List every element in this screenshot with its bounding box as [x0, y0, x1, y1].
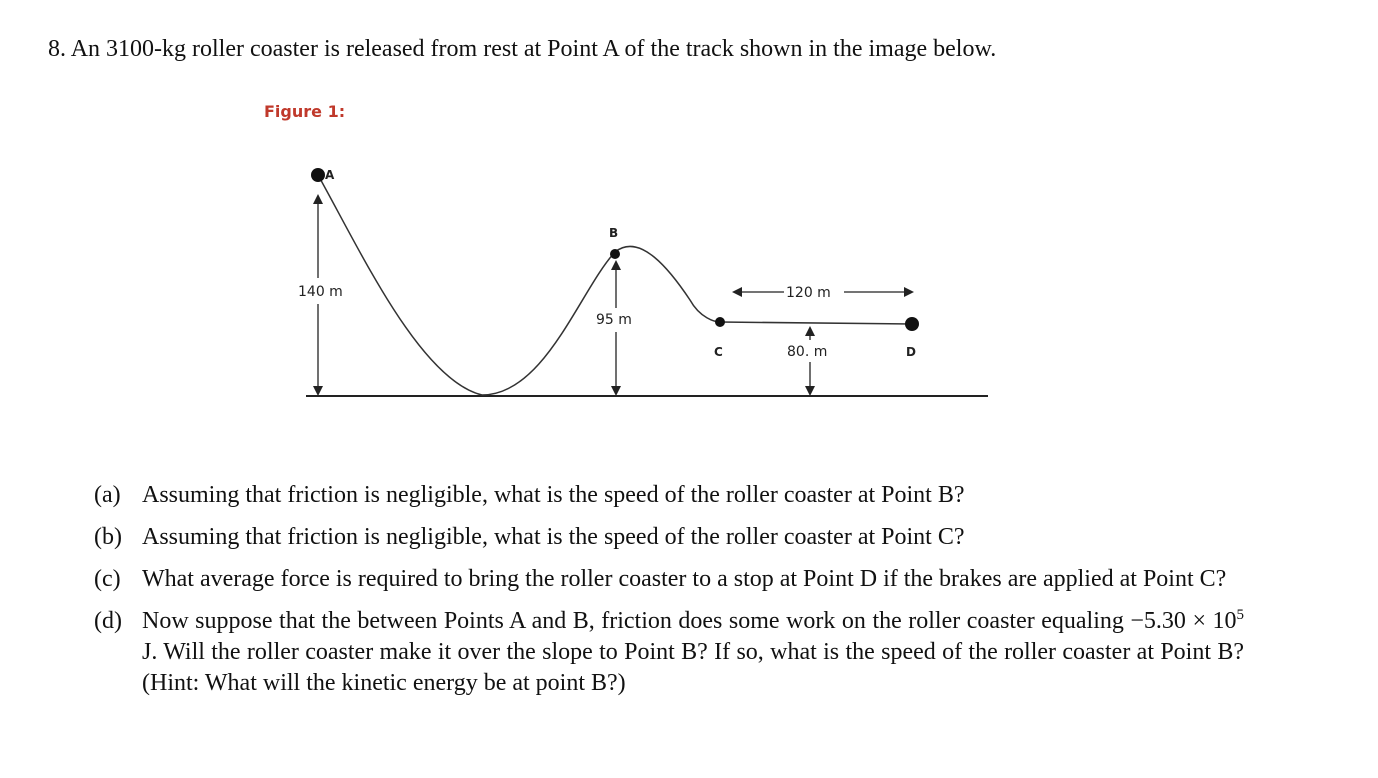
part-label: (c): [94, 566, 121, 592]
distance-label: 120 m: [786, 285, 831, 301]
point-a-marker: [311, 168, 325, 182]
point-b-label: B: [609, 226, 619, 240]
part-d: [94, 606, 1244, 699]
point-c-label: C: [714, 345, 723, 359]
part-text-after: J. Will the roller coaster make it over the slope to Point B? If so, what is the speed of the roller coaster at Point B? (Hint: What will the kinetic energy be at point B?): [142, 639, 1244, 696]
figure-title: Figure 1:: [264, 102, 346, 121]
height-cd-label: 80. m: [787, 344, 828, 360]
part-label: (a): [94, 482, 121, 508]
part-text: [142, 606, 1244, 699]
part-label: (b): [94, 524, 122, 550]
question-number: 8.: [48, 36, 66, 62]
point-a-label: A: [325, 168, 335, 182]
height-b-label: 95 m: [596, 312, 632, 328]
point-b-marker: [610, 249, 620, 259]
part-a: [94, 480, 1244, 511]
point-d-label: D: [906, 345, 916, 359]
question-text: An 3100-kg roller coaster is released from rest at Point A of the track shown in the image below.: [70, 36, 997, 62]
part-text-before: Now suppose that the between Points A and B, friction does some work on the roller coaster equaling −5.30 × 10: [142, 608, 1237, 634]
part-text: What average force is required to bring the roller coaster to a stop at Point D if the brakes are applied at Point C?: [142, 566, 1227, 592]
part-label: (d): [94, 608, 122, 634]
question-parts: [94, 480, 1244, 710]
part-exponent: 5: [1236, 607, 1244, 623]
part-b: [94, 522, 1244, 553]
part-c: [94, 564, 1244, 595]
point-c-marker: [715, 317, 725, 327]
part-text: Assuming that friction is negligible, what is the speed of the roller coaster at Point B?: [142, 482, 965, 508]
height-a-label: 140 m: [298, 284, 343, 300]
part-text: Assuming that friction is negligible, what is the speed of the roller coaster at Point C?: [142, 524, 965, 550]
point-d-marker: [905, 317, 919, 331]
